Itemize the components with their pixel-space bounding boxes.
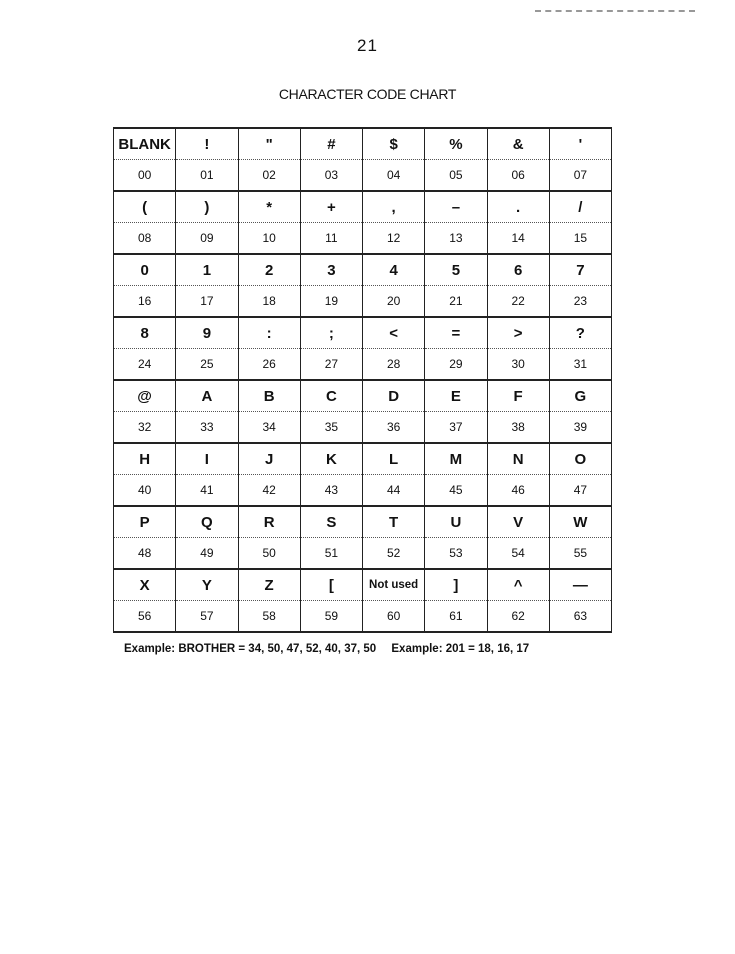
char-cell: H (114, 443, 176, 475)
code-cell: 11 (300, 223, 362, 255)
char-cell: B (238, 380, 300, 412)
char-cell: < (363, 317, 425, 349)
char-cell: O (549, 443, 611, 475)
code-cell: 39 (549, 412, 611, 444)
char-cell: N (487, 443, 549, 475)
char-cell: 4 (363, 254, 425, 286)
code-cell: 41 (176, 475, 238, 507)
char-cell: @ (114, 380, 176, 412)
char-row-7 (114, 569, 612, 601)
char-cell: 7 (549, 254, 611, 286)
page-number: 21 (357, 36, 378, 55)
char-cell: 2 (238, 254, 300, 286)
code-cell: 04 (363, 160, 425, 192)
code-row-1 (114, 223, 612, 255)
code-row-2 (114, 286, 612, 318)
char-cell: : (238, 317, 300, 349)
code-cell: 51 (300, 538, 362, 570)
code-row-4 (114, 412, 612, 444)
code-cell: 22 (487, 286, 549, 318)
code-cell: 16 (114, 286, 176, 318)
char-cell: 1 (176, 254, 238, 286)
char-cell: W (549, 506, 611, 538)
char-cell: 8 (114, 317, 176, 349)
char-cell: BLANK (114, 128, 176, 160)
char-cell: 0 (114, 254, 176, 286)
code-cell: 57 (176, 601, 238, 633)
char-cell: G (549, 380, 611, 412)
char-row-0 (114, 128, 612, 160)
code-cell: 08 (114, 223, 176, 255)
char-cell: V (487, 506, 549, 538)
code-cell: 09 (176, 223, 238, 255)
char-cell: — (549, 569, 611, 601)
char-cell: R (238, 506, 300, 538)
code-cell: 26 (238, 349, 300, 381)
code-cell: 18 (238, 286, 300, 318)
char-cell: – (425, 191, 487, 223)
char-cell: Y (176, 569, 238, 601)
char-cell: ) (176, 191, 238, 223)
char-cell: + (300, 191, 362, 223)
char-cell: . (487, 191, 549, 223)
char-row-6 (114, 506, 612, 538)
code-cell: 24 (114, 349, 176, 381)
char-cell: X (114, 569, 176, 601)
code-row-3 (114, 349, 612, 381)
char-cell: , (363, 191, 425, 223)
code-cell: 50 (238, 538, 300, 570)
code-cell: 34 (238, 412, 300, 444)
char-cell: $ (363, 128, 425, 160)
char-cell: > (487, 317, 549, 349)
char-cell: ^ (487, 569, 549, 601)
char-cell: ' (549, 128, 611, 160)
code-cell: 63 (549, 601, 611, 633)
char-row-5 (114, 443, 612, 475)
code-cell: 03 (300, 160, 362, 192)
code-cell: 07 (549, 160, 611, 192)
char-cell: J (238, 443, 300, 475)
code-cell: 36 (363, 412, 425, 444)
char-cell: E (425, 380, 487, 412)
char-cell: = (425, 317, 487, 349)
code-cell: 53 (425, 538, 487, 570)
char-cell: " (238, 128, 300, 160)
code-cell: 17 (176, 286, 238, 318)
code-table-body (114, 128, 612, 632)
code-row-0 (114, 160, 612, 192)
char-cell: [ (300, 569, 362, 601)
code-cell: 59 (300, 601, 362, 633)
char-cell: % (425, 128, 487, 160)
code-cell: 29 (425, 349, 487, 381)
char-cell: ; (300, 317, 362, 349)
char-cell: D (363, 380, 425, 412)
example-brother: Example: BROTHER = 34, 50, 47, 52, 40, 37, 50 (124, 643, 377, 655)
code-cell: 37 (425, 412, 487, 444)
char-cell: ] (425, 569, 487, 601)
char-cell: 6 (487, 254, 549, 286)
code-cell: 20 (363, 286, 425, 318)
code-cell: 02 (238, 160, 300, 192)
char-cell: 3 (300, 254, 362, 286)
char-cell: 9 (176, 317, 238, 349)
code-cell: 45 (425, 475, 487, 507)
char-row-3 (114, 317, 612, 349)
char-cell: K (300, 443, 362, 475)
char-cell: * (238, 191, 300, 223)
code-cell: 54 (487, 538, 549, 570)
scan-artifact (535, 0, 695, 12)
code-cell: 23 (549, 286, 611, 318)
char-cell: # (300, 128, 362, 160)
char-cell: 5 (425, 254, 487, 286)
code-cell: 48 (114, 538, 176, 570)
code-cell: 44 (363, 475, 425, 507)
code-cell: 31 (549, 349, 611, 381)
code-cell: 21 (425, 286, 487, 318)
char-cell: U (425, 506, 487, 538)
code-cell: 15 (549, 223, 611, 255)
code-cell: 01 (176, 160, 238, 192)
code-cell: 06 (487, 160, 549, 192)
code-cell: 33 (176, 412, 238, 444)
code-cell: 55 (549, 538, 611, 570)
char-cell: ( (114, 191, 176, 223)
code-cell: 30 (487, 349, 549, 381)
char-cell: M (425, 443, 487, 475)
char-cell: ? (549, 317, 611, 349)
code-cell: 27 (300, 349, 362, 381)
char-cell: / (549, 191, 611, 223)
code-row-7 (114, 601, 612, 633)
code-cell: 58 (238, 601, 300, 633)
char-cell: Q (176, 506, 238, 538)
char-cell: ! (176, 128, 238, 160)
char-cell: Z (238, 569, 300, 601)
char-cell: & (487, 128, 549, 160)
code-cell: 49 (176, 538, 238, 570)
code-cell: 25 (176, 349, 238, 381)
code-row-6 (114, 538, 612, 570)
code-cell: 14 (487, 223, 549, 255)
char-cell: S (300, 506, 362, 538)
char-cell: T (363, 506, 425, 538)
code-cell: 05 (425, 160, 487, 192)
char-cell: F (487, 380, 549, 412)
char-cell: Not used (363, 569, 425, 601)
code-cell: 43 (300, 475, 362, 507)
code-cell: 19 (300, 286, 362, 318)
chart-title: CHARACTER CODE CHART (278, 86, 457, 102)
char-row-4 (114, 380, 612, 412)
example-number: Example: 201 = 18, 16, 17 (391, 643, 530, 655)
char-row-2 (114, 254, 612, 286)
examples-line (124, 643, 529, 655)
char-row-1 (114, 191, 612, 223)
code-cell: 38 (487, 412, 549, 444)
code-cell: 13 (425, 223, 487, 255)
code-cell: 40 (114, 475, 176, 507)
code-cell: 35 (300, 412, 362, 444)
code-cell: 32 (114, 412, 176, 444)
code-cell: 10 (238, 223, 300, 255)
code-cell: 46 (487, 475, 549, 507)
code-cell: 28 (363, 349, 425, 381)
code-cell: 00 (114, 160, 176, 192)
code-row-5 (114, 475, 612, 507)
char-cell: C (300, 380, 362, 412)
code-cell: 52 (363, 538, 425, 570)
code-cell: 61 (425, 601, 487, 633)
character-code-table (113, 127, 612, 633)
code-cell: 47 (549, 475, 611, 507)
code-cell: 62 (487, 601, 549, 633)
code-cell: 42 (238, 475, 300, 507)
char-cell: A (176, 380, 238, 412)
code-cell: 56 (114, 601, 176, 633)
char-cell: P (114, 506, 176, 538)
char-cell: L (363, 443, 425, 475)
code-cell: 60 (363, 601, 425, 633)
code-cell: 12 (363, 223, 425, 255)
char-cell: I (176, 443, 238, 475)
